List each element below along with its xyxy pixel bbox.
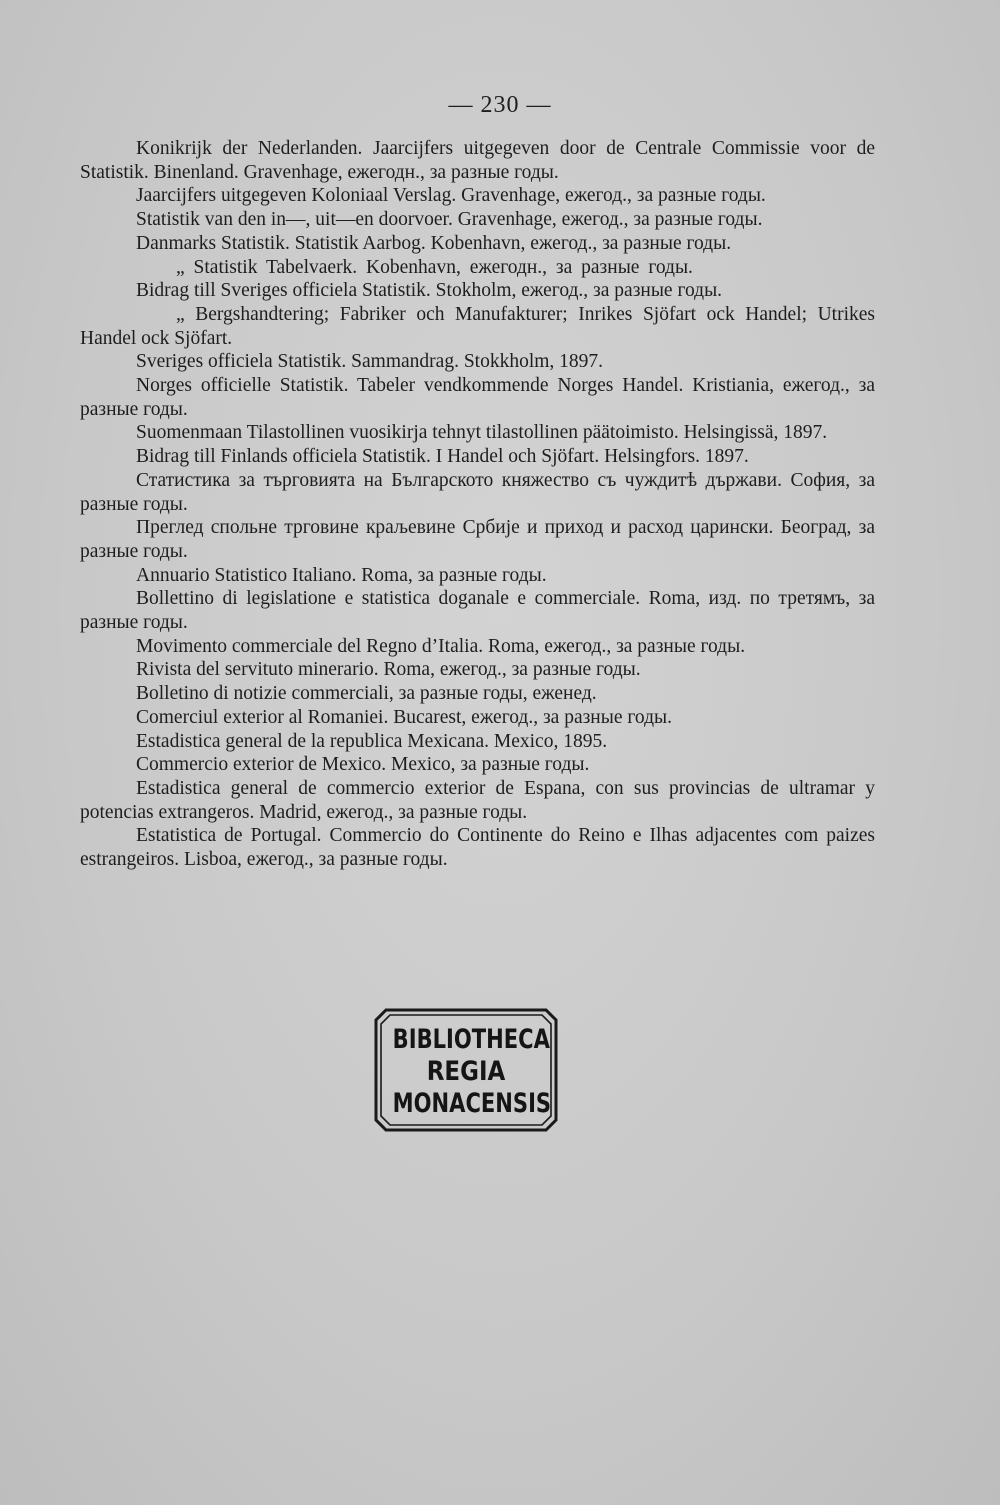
bibliography-entry: Annuario Statistico Italiano. Roma, за разные годы. (136, 564, 547, 586)
bibliography-entry: Estadistica general de la republica Mexicana. Mexico, 1895. (136, 730, 608, 752)
stamp-line: REGIA (426, 1056, 506, 1087)
bibliography-entry: Danmarks Statistik. Statistik Aarbog. Kobenhavn, ежегод., за разные годы. (136, 232, 732, 254)
bibliography-entry: Suomenmaan Tilastollinen vuosikirja tehnyt tilastollinen päätoimisto. Helsingissä, 1897. (136, 422, 828, 444)
bibliography-entry: Jaarcijfers uitgegeven Koloniaal Verslag. Gravenhage, ежегод., за разные годы. (136, 185, 766, 207)
bibliography-entry: Norges officielle Statistik. Tabeler vendkommende Norges Handel. Kristiania, ежегод., за разные годы. (80, 375, 875, 420)
bibliography-entry: „ Bergshandtering; Fabriker och Manufakturer; Inrikes Sjöfart ock Handel; Utrikes Handel ock Sjöfart. (80, 303, 875, 349)
bibliography-entry: Konikrijk der Nederlanden. Jaarcijfers uitgegeven door de Centrale Commissie voor de Statistik. Binenland. Gravenhage, ежегодн., за разные годы. (80, 138, 875, 183)
bibliography-entry: Bollettino di legislatione e statistica doganale e commerciale. Roma, изд. по третямъ, за разные годы. (80, 588, 875, 634)
bibliography-entry: Estadistica general de commercio exterior de Espana, con sus provincias de ultramar y potencias extrangeros. Madrid, ежегод., за разные годы. (80, 777, 875, 823)
bibliography-entry: Статистика за търговията на Българското княжество съ чуждитѣ държави. София, за разные годы. (80, 469, 875, 515)
bibliography-entry: Преглед спольне трговине краљевине Србије и приход и расход царински. Београд, за разные годы. (80, 517, 875, 562)
page-number: — 230 — (448, 92, 552, 118)
bibliography-entry: Bidrag till Sveriges officiela Statistik. Stokholm, ежегод., за разные годы. (136, 280, 723, 302)
bibliography-entry: „ Statistik Tabelvaerk. Kobenhavn, ежегодн., за разные годы. (176, 256, 693, 278)
bibliography-entry: Estatistica de Portugal. Commercio do Continente do Reino e Ilhas adjacentes com paizes estrangeiros. Lisboa, ежегод., за разные годы. (80, 825, 875, 871)
bibliography-entry: Statistik van den in—, uit—en doorvoer. Gravenhage, ежегод., за разные годы. (136, 209, 763, 231)
bibliography-entry: Sveriges officiela Statistik. Sammandrag. Stokkholm, 1897. (136, 351, 604, 373)
bibliography-entry: Commercio exterior de Mexico. Mexico, за разные годы. (136, 754, 590, 776)
bibliography-entry: Bidrag till Finlands officiela Statistik. I Handel och Sjöfart. Helsingfors. 1897. (136, 446, 749, 468)
bibliography-list (80, 137, 875, 872)
bibliography-entry: Movimento commerciale del Regno d’Italia. Roma, ежегод., за разные годы. (136, 635, 746, 657)
bibliography-entry: Bolletino di notizie commerciali, за разные годы, еженед. (136, 683, 597, 705)
bibliography-entry: Comerciul exterior al Romaniei. Bucarest, ежегод., за разные годы. (136, 706, 672, 728)
stamp-line: BIBLIOTHECA (392, 1024, 550, 1055)
bibliography-entry: Rivista del servituto minerario. Roma, ежегод., за разные годы. (136, 659, 641, 681)
library-stamp (372, 1006, 560, 1134)
stamp-line: MONACENSIS (392, 1088, 552, 1119)
